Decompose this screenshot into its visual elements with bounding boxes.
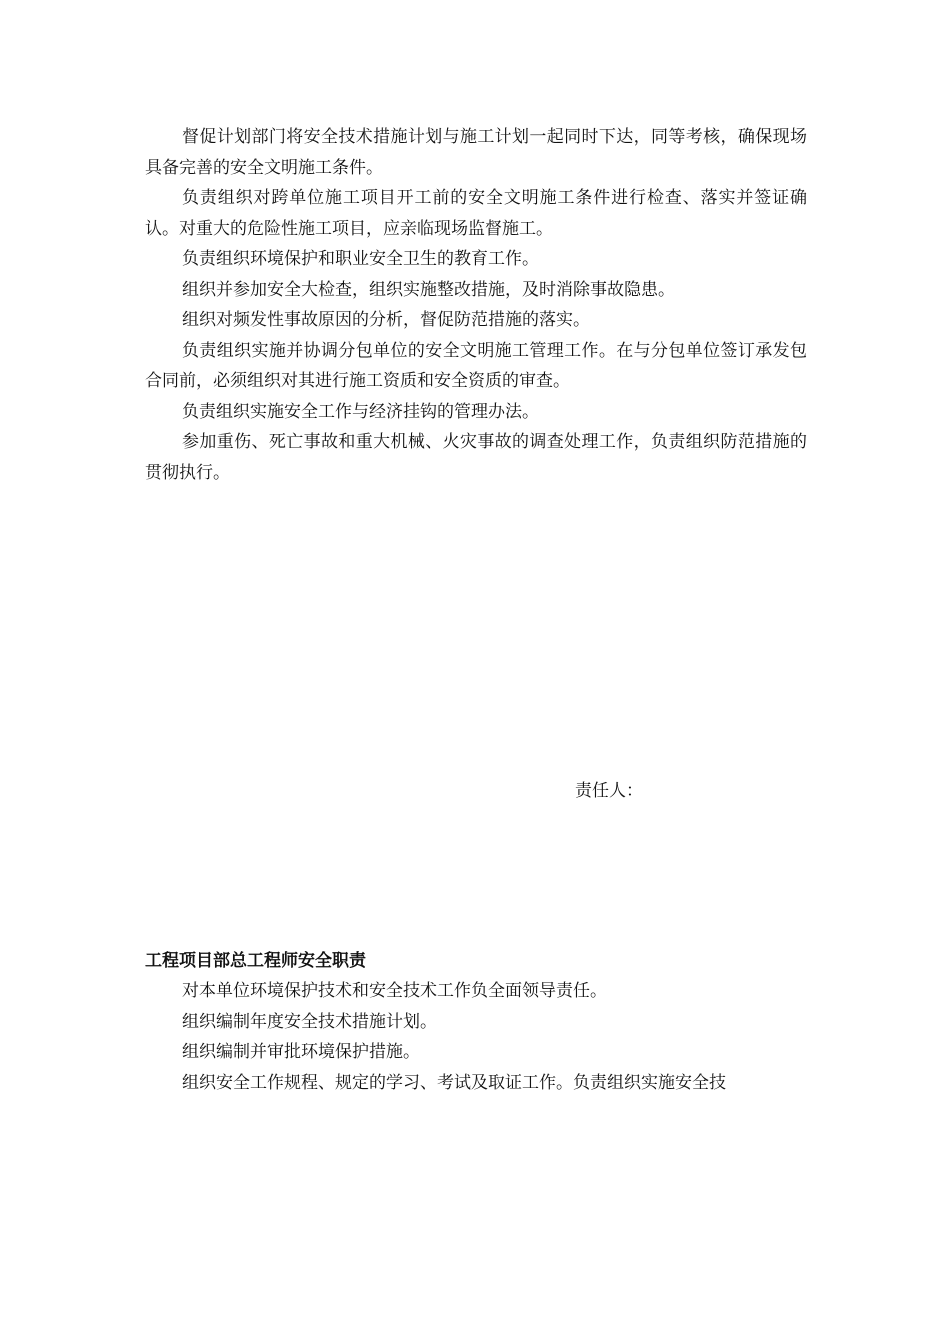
- section-title: 工程项目部总工程师安全职责: [145, 951, 366, 971]
- signature-row: [145, 776, 807, 806]
- paragraph: 负责组织实施安全工作与经济挂钩的管理办法。: [182, 401, 539, 422]
- paragraph: 参加重伤、死亡事故和重大机械、火灾事故的调查处理工作，负责组织防范措施的贯彻执行。: [145, 432, 807, 483]
- document-page: [145, 122, 807, 1098]
- blank-space: [145, 488, 807, 776]
- signature-label: 责任人：: [575, 781, 643, 801]
- paragraph: 负责组织对跨单位施工项目开工前的安全文明施工条件进行检查、落实并签证确认。对重大的危险性施工项目，应亲临现场监督施工。: [145, 188, 807, 239]
- paragraph: 对本单位环境保护技术和安全技术工作负全面领导责任。: [182, 981, 607, 1001]
- paragraph: 组织对频发性事故原因的分析，督促防范措施的落实。: [182, 310, 590, 330]
- paragraph: 督促计划部门将安全技术措施计划与施工计划一起同时下达，同等考核，确保现场具备完善的安全文明施工条件。: [145, 127, 807, 178]
- paragraph: 组织编制年度安全技术措施计划。: [182, 1011, 437, 1032]
- paragraph: 组织编制并审批环境保护措施。: [182, 1042, 420, 1062]
- section-responsibilities-1: [145, 122, 807, 488]
- paragraph: 组织并参加安全大检查，组织实施整改措施，及时消除事故隐患。: [182, 279, 675, 300]
- section-chief-engineer: [145, 946, 807, 1098]
- paragraph: 负责组织实施并协调分包单位的安全文明施工管理工作。在与分包单位签订承发包合同前，必须组织对其进行施工资质和安全资质的审查。: [145, 340, 807, 391]
- paragraph: 组织安全工作规程、规定的学习、考试及取证工作。负责组织实施安全技: [182, 1072, 726, 1093]
- paragraph: 负责组织环境保护和职业安全卫生的教育工作。: [182, 249, 539, 269]
- blank-space: [145, 806, 807, 946]
